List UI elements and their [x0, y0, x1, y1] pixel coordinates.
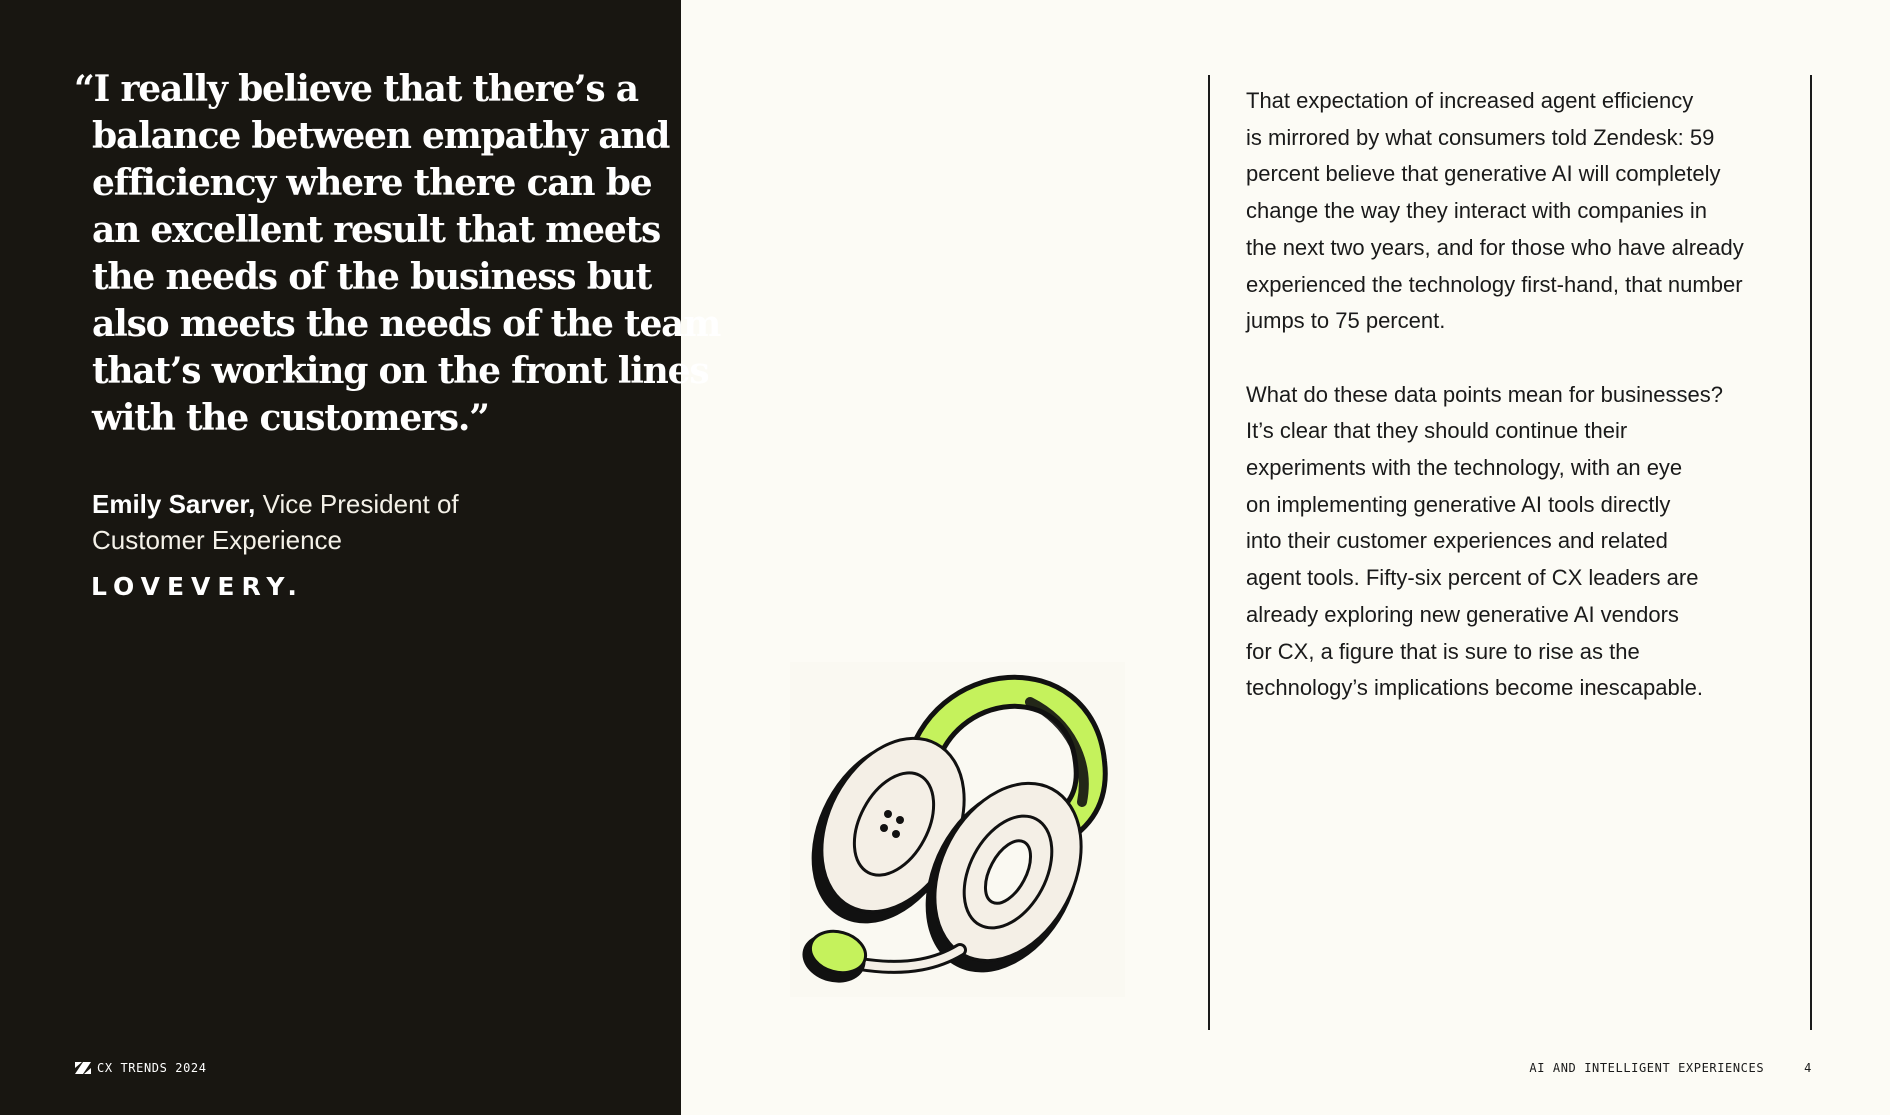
section-label: AI AND INTELLIGENT EXPERIENCES	[1529, 1061, 1765, 1075]
quote-line: efficiency where there can be	[92, 162, 652, 204]
text-line: for CX, a figure that is sure to rise as the	[1246, 638, 1640, 664]
footer-right	[1529, 1061, 1812, 1075]
paragraph	[1246, 377, 1786, 707]
quote-panel	[0, 0, 721, 1115]
body-text	[1246, 83, 1786, 744]
page-number: 4	[1804, 1061, 1812, 1075]
column-divider-left	[1208, 75, 1210, 1030]
text-line: agent tools. Fifty-six percent of CX leaders are	[1246, 565, 1699, 591]
text-line: technology’s implications become inescapable.	[1246, 675, 1703, 701]
text-line: jumps to 75 percent.	[1246, 308, 1446, 334]
text-line: already exploring new generative AI vendors	[1246, 601, 1679, 627]
headset-icon	[790, 662, 1125, 997]
column-divider-right	[1810, 75, 1812, 1030]
quote-line: with the customers.”	[92, 397, 489, 439]
text-line: the next two years, and for those who have already	[1246, 234, 1744, 260]
report-title: CX TRENDS 2024	[97, 1061, 207, 1075]
text-line: experienced the technology first-hand, that number	[1246, 271, 1743, 297]
quote-line: the needs of the business but	[92, 256, 652, 298]
illustration	[790, 662, 1125, 997]
text-line: It’s clear that they should continue their	[1246, 418, 1628, 444]
text-line: What do these data points mean for businesses?	[1246, 381, 1723, 407]
paragraph	[1246, 83, 1786, 340]
quote-line: “I really believe that there’s a	[74, 68, 638, 110]
text-line: is mirrored by what consumers told Zendesk: 59	[1246, 124, 1715, 150]
zendesk-logo-icon	[75, 1062, 91, 1074]
quote-attribution	[92, 486, 459, 558]
author-title: Vice President of	[262, 489, 459, 519]
text-line: That expectation of increased agent efficiency	[1246, 88, 1694, 113]
author-name: Emily Sarver,	[92, 489, 256, 519]
author-title-continued: Customer Experience	[92, 525, 342, 555]
quote-line: balance between empathy and	[92, 115, 670, 157]
lovevery-logo: LOVEVERY.	[91, 572, 304, 601]
text-line: on implementing generative AI tools directly	[1246, 491, 1671, 517]
quote-line: also meets the needs of the team	[92, 303, 721, 345]
text-line: change the way they interact with companies in	[1246, 198, 1708, 224]
pull-quote	[74, 66, 721, 442]
text-line: into their customer experiences and related	[1246, 528, 1668, 554]
text-line: percent believe that generative AI will completely	[1246, 161, 1721, 187]
quote-line: that’s working on the front lines	[92, 350, 709, 392]
quote-line: an excellent result that meets	[92, 209, 661, 251]
text-line: experiments with the technology, with an eye	[1246, 455, 1683, 481]
footer-left	[75, 1061, 207, 1075]
